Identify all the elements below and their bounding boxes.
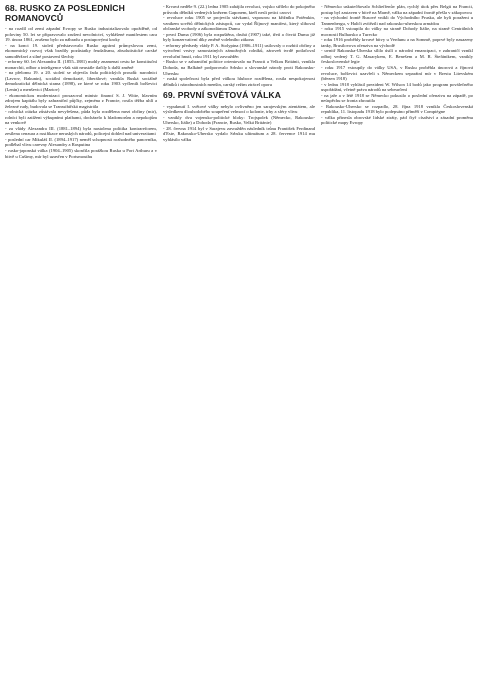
- paragraph: - revoluce roku 1905 se projevila stávkami, vzpourou na křižníku Potěmkin, vznikem sovětů dělnických zástupců, car vydal Říjnový manifest, který sliboval občanské svobody a zákonodárnou Dumu: [163, 15, 315, 32]
- paragraph: - roku 1915 vstoupila do války na straně Dohody Itálie, na straně Centrálních mocností Bulharsko a Turecko: [321, 26, 473, 37]
- paragraph: - reformy 60. let Alexandra II. (1855–1881) mohly znamenat cestu ke konstituční monarchii, odbor a inteligence však stát neustále tlačily k další změně: [5, 59, 157, 70]
- paragraph: - první Duma (1906) byla rozpuštěna, druhá (1907) také, třetí a čtvrtá Duma již byly konzervativní díky změně volebního zákona: [163, 32, 315, 43]
- paragraph: - Německo uskutečňovalo Schlieffenův plán, rychlý útok přes Belgii na Francii, postup byl zastaven v bitvě na Marně, válka na západní frontě přešla v zákopovou: [321, 4, 473, 15]
- paragraph: - Rusko se v zahraniční politice orientovalo na Francii a Velkou Británii, vznikla Dohoda, na Balkáně podporovalo Srbsko a slovanské národy proti Rakousku-Uhersku: [163, 59, 315, 76]
- paragraph: - na konci 19. století představovalo Rusko agrární průmyslovou zemi, ekonomický rozvoj však brzdily pozůstatky feudalismu, absolutistické carské samoděržaví a silné postavení šlechty: [5, 43, 157, 60]
- paragraph: - roku 1916 proběhly krvavé bitvy u Verdunu a na Sommě, poprvé byly nasazeny tanky, Brusilovova ofenziva na východě: [321, 37, 473, 48]
- paragraph: - roku 1917 vstoupily do války USA, v Rusku proběhla únorová a říjnová revoluce, bolševici uzavřeli s Německem separátní mír v Brestu Litevském (březen 1918): [321, 65, 473, 82]
- page: [5, 4, 473, 680]
- paragraph: - 28. června 1914 byl v Sarajevu zavražděn následník trůnu František Ferdinand d'Este, Rakousko-Uhersko vydalo Srbsku ultimátum a 28. července 1914 mu vyhlásilo válku: [163, 126, 315, 143]
- section-heading-68: 68. RUSKO ZA POSLEDNÍCH ROMANOVCŮ: [5, 4, 125, 23]
- paragraph: - vypuknutí I. světové války nebylo ovlivněno jen sarajevským atentátem, ale výsledkem dlouhodobého soupeření velmocí o kolonie, trhy a sféry vlivu: [163, 104, 315, 115]
- paragraph: - rolnická otázka zůstávala nevyřešena, půda byla rozdělena mezi občiny (mir), rolníci byli zatíženi výkupními platbami, docházelo k hladomorům a nepokojům na venkově: [5, 109, 157, 126]
- column-3: [321, 4, 473, 680]
- paragraph: - poslední car Mikuláš II. (1894–1917) neměl schopnosti rozhodného panovníka, podléhal vlivu carevny Alexandry a Rasputina: [5, 137, 157, 148]
- paragraph: - válka přinesla obrovské lidské ztráty, pád čtyř císařství a zásadní proměnu politické mapy Evropy: [321, 115, 473, 126]
- column-1: [5, 4, 157, 680]
- paragraph: - rusko-japonská válka (1904–1905) skončila porážkou Ruska u Port Arthuru a v bitvě u Cušimy, mír byl uzavřen v Portsmouthu: [5, 148, 157, 159]
- paragraph: - v lednu 1918 vyhlásil prezident W. Wilson 14 bodů jako program poválečného uspořádání, včetně práva národů na sebeurčení: [321, 82, 473, 93]
- paragraph: - na východní frontě Rusové vnikli do Východního Pruska, ale byli poraženi u Tannenbergu, v Haliči zvítězili nad rakousko-uherskou armádou: [321, 15, 473, 26]
- paragraph: - na jaře a v létě 1918 se Německo pokusilo o poslední ofenzivu na západě, po neúspěchu se fronta zhroutila: [321, 93, 473, 104]
- paragraph: - na rozdíl od zemí západní Evropy se Rusko industrializovalo opožděně, od poloviny 50. let se připravovalo zrušení nevolnictví, vyhlášené manifestem cara 19. února 1861, zrušeno bylo za náhradu a postupovými kroky: [5, 26, 157, 43]
- paragraph: - ekonomickou modernizaci prosazoval ministr financí S. J. Witte, hlavním zdrojem kapitálu byly zahraniční půjčky, zejména z Francie, rostla těžba uhlí a železné rudy, budovala se Transsibiřská magistrála: [5, 93, 157, 110]
- paragraph: - za vlády Alexandra III. (1881–1894) byla nastolena politika kontrareforem, zesílena cenzura a rusifikace neruských národů, policejní dohled nad univerzitami: [5, 126, 157, 137]
- paragraph: - uvnitř Rakouska-Uherska sílilo úsilí o národní emancipaci, v zahraničí vznikl odboj vedený T. G. Masarykem, E. Benešem a M. R. Štefánikem, vznikly československé legie: [321, 48, 473, 65]
- section-heading-69: 69. PRVNÍ SVĚTOVÁ VÁLKA: [163, 90, 282, 101]
- paragraph: - na přelomu 19. a 20. století se objevila řada politických proudů: narodnici (Lavrov, Bakunin), sociální demokraté, liberálové; vznikla Ruská sociálně demokratická dělnická strana (1898), ze které se roku 1903 vyčlenili bolševici (Lenin) a menševici (Martov): [5, 70, 157, 92]
- column-2: [163, 4, 315, 680]
- paragraph: - Krvavá neděle 9. (22.) ledna 1905 zahájila revoluci, vojsko střílelo do pokojného průvodu dělníků vedených knězem Gaponem, kteří nesli petici carovi: [163, 4, 315, 15]
- paragraph: - ruská společnost byla před válkou hluboce rozdělena, rostla nespokojenost dělníků i národnostních menšin, carský režim ztrácel oporu: [163, 76, 315, 87]
- paragraph: - vznikly dva vojensko-politické bloky: Trojspolek (Německo, Rakousko-Uhersko, Itálie) a Dohoda (Francie, Rusko, Velká Británie): [163, 115, 315, 126]
- paragraph: - Rakousko-Uhersko se rozpadlo, 28. října 1918 vznikla Československá republika, 11. listopadu 1918 bylo podepsáno příměří v Compiègne: [321, 104, 473, 115]
- paragraph: - reformy předsedy vlády P. A. Stolypina (1906–1911) usilovaly o rozbití občiny a vytvoření vrstvy samostatných zámožných rolníků, zároveň tvrdě potlačoval revoluční hnutí, roku 1911 byl zavražděn: [163, 43, 315, 60]
